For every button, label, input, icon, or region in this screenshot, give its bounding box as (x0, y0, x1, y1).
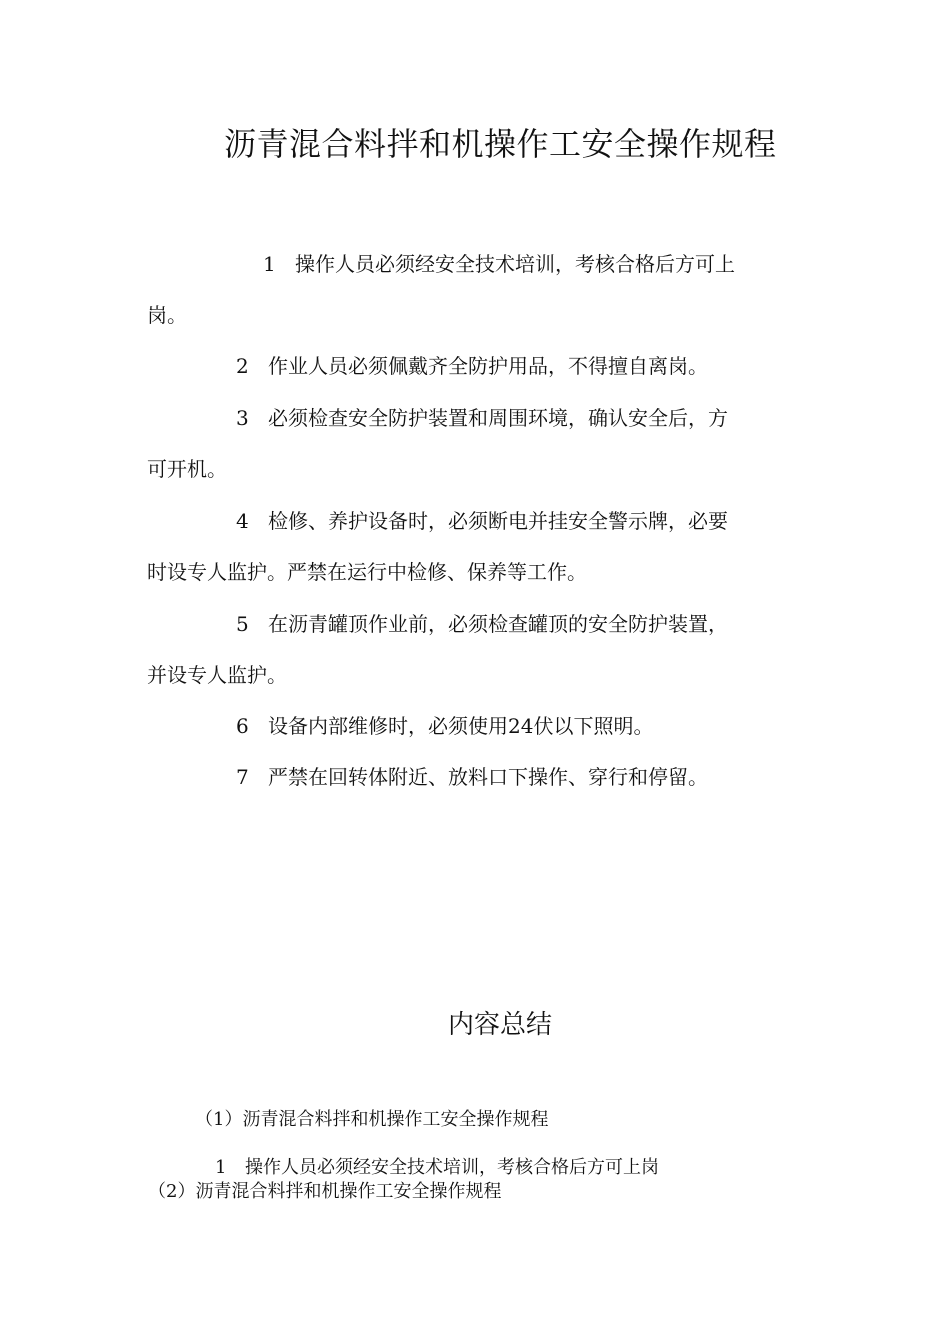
summary-title: 内容总结 (448, 1010, 553, 1040)
item-4-text: 检修、养护设备时，必须断电并挂安全警示牌，必要 (268, 509, 728, 533)
item-5-first-line (236, 614, 728, 634)
item-3-first-line (236, 408, 728, 428)
item-7-number: 7 (236, 765, 249, 789)
item-6-text: 设备内部维修时，必须使用24伏以下照明。 (268, 714, 654, 738)
item-5-continuation: 并设专人监护。 (147, 663, 287, 687)
document-title: 沥青混合料拌和机操作工安全操作规程 (224, 125, 777, 163)
item-7-text: 严禁在回转体附近、放料口下操作、穿行和停留。 (268, 765, 708, 789)
item-3-continuation: 可开机。 (147, 457, 227, 481)
item-3-text: 必须检查安全防护装置和周围环境，确认安全后，方 (268, 406, 728, 430)
item-1-number: 1 (263, 252, 276, 276)
item-4-number: 4 (236, 509, 249, 533)
summary-line-2-text: 操作人员必须经安全技术培训，考核合格后方可上岗 (245, 1157, 659, 1178)
item-6-line (236, 716, 653, 736)
item-1-first-line (263, 254, 735, 274)
item-4-first-line (236, 511, 728, 531)
item-5-number: 5 (236, 612, 249, 636)
summary-line-3: （2）沥青混合料拌和机操作工安全操作规程 (148, 1181, 502, 1202)
item-2-text: 作业人员必须佩戴齐全防护用品，不得擅自离岗。 (268, 354, 708, 378)
item-1-text: 操作人员必须经安全技术培训，考核合格后方可上 (295, 252, 735, 276)
item-2-line (236, 356, 708, 376)
summary-line-1: （1）沥青混合料拌和机操作工安全操作规程 (195, 1109, 549, 1130)
summary-line-2 (215, 1159, 659, 1177)
item-1-continuation: 岗。 (147, 303, 187, 327)
summary-line-2-number: 1 (215, 1157, 227, 1178)
item-2-number: 2 (236, 354, 249, 378)
item-7-line (236, 767, 708, 787)
item-5-text: 在沥青罐顶作业前，必须检查罐顶的安全防护装置， (268, 612, 728, 636)
item-3-number: 3 (236, 406, 249, 430)
item-4-continuation: 时设专人监护。严禁在运行中检修、保养等工作。 (147, 560, 587, 584)
item-6-number: 6 (236, 714, 249, 738)
